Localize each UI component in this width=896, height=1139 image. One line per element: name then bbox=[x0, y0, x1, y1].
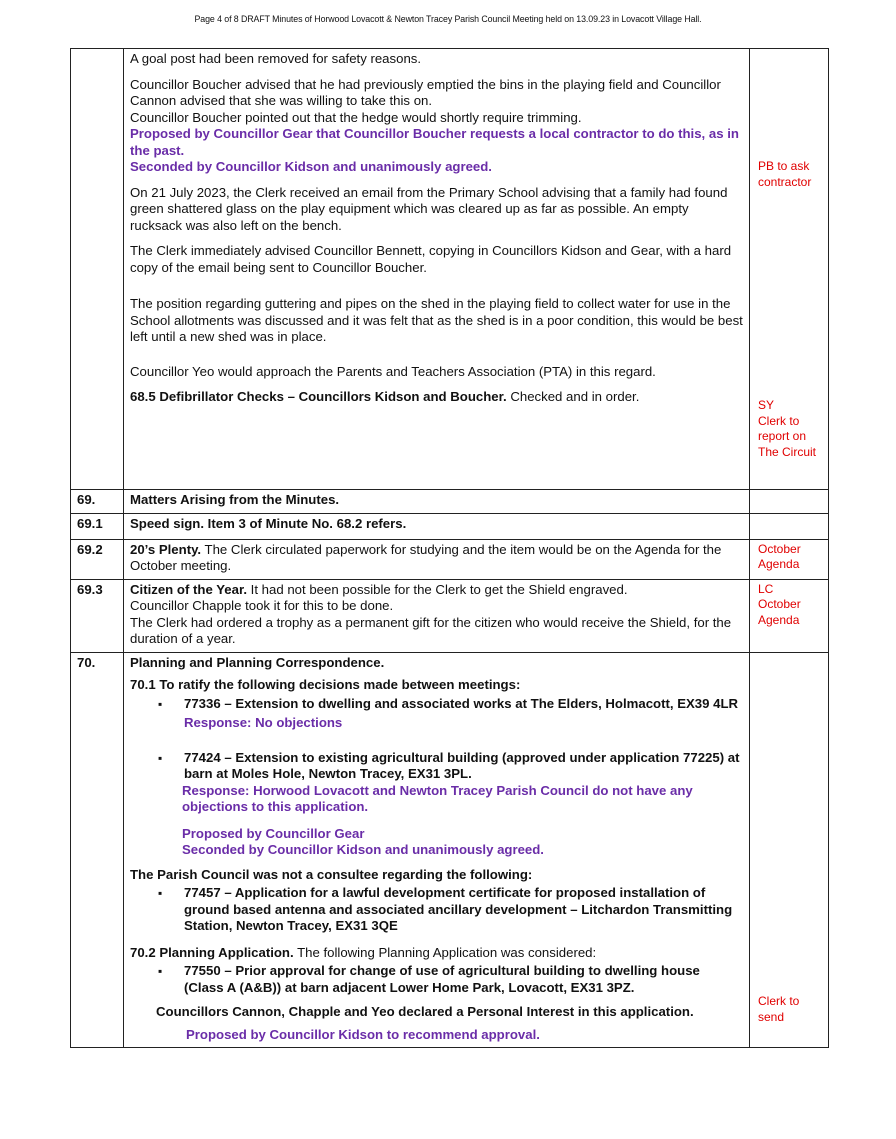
minutes-table bbox=[70, 48, 829, 1048]
table-row bbox=[71, 579, 829, 652]
list-item bbox=[184, 696, 743, 732]
table-row bbox=[71, 49, 829, 490]
paragraph: On 21 July 2023, the Clerk received an email from the Primary School advising that a family had found green shattered glass on the play equipment which was cleared up as far as possible. An empty rucksack was also left on the bench. bbox=[130, 184, 728, 233]
table-row bbox=[71, 490, 829, 514]
paragraph-text: It had not been possible for the Clerk to get the Shield engraved. bbox=[247, 581, 628, 597]
paragraph: The Clerk immediately advised Councillor Bennett, copying in Councillors Kidson and Gear, with a hard copy of the email being sent to Councillor Boucher. bbox=[130, 243, 732, 275]
seconded-text: Seconded by Councillor Kidson and unanimously agreed. bbox=[182, 842, 544, 857]
interest-text: Councillors Cannon, Chapple and Yeo declared a Personal Interest in this application. bbox=[156, 1004, 694, 1019]
minute-body-cell bbox=[124, 49, 750, 490]
paragraph: Councillor Chapple took it for this to be done. bbox=[130, 598, 394, 613]
paragraph bbox=[130, 945, 743, 962]
minute-number: 70. bbox=[71, 652, 124, 1048]
minute-heading: 20’s Plenty. bbox=[130, 541, 202, 557]
subheading: 70.1 To ratify the following decisions made between meetings: bbox=[130, 677, 521, 692]
subheading: 70.2 Planning Application. bbox=[130, 944, 294, 960]
minute-body-cell bbox=[124, 652, 750, 1048]
minute-number: 69.1 bbox=[71, 513, 124, 539]
page-header: Page 4 of 8 DRAFT Minutes of Horwood Lovacott & Newton Tracey Parish Council Meeting held on 13.09.23 in Lovacott Village Hall. bbox=[194, 14, 702, 25]
minute-body-cell bbox=[124, 579, 750, 652]
paragraph: Councillor Boucher pointed out that the hedge would shortly require trimming. bbox=[130, 109, 582, 125]
minute-heading: Speed sign. Item 3 of Minute No. 68.2 refers. bbox=[124, 513, 750, 539]
subheading: The Parish Council was not a consultee regarding the following: bbox=[130, 866, 533, 882]
application-text: ▪ 77550 – Prior approval for change of use of agricultural building to dwelling house (Class A (A&B)) at barn adjacent Lower Home Park, Lovacott, EX31 3PZ. bbox=[184, 963, 700, 995]
action-text: PB to ask contractor bbox=[758, 159, 812, 189]
action-cell bbox=[750, 513, 829, 539]
minute-number-cell bbox=[71, 49, 124, 490]
minute-number: 69.3 bbox=[71, 579, 124, 652]
minute-heading: Matters Arising from the Minutes. bbox=[124, 490, 750, 514]
table-row bbox=[71, 539, 829, 579]
application-text: ▪ 77336 – Extension to dwelling and associated works at The Elders, Holmacott, EX39 4LR bbox=[184, 695, 739, 711]
application-list bbox=[130, 963, 743, 1021]
proposal-text: Proposed by Councillor Gear bbox=[182, 825, 365, 841]
response-text: Response: Horwood Lovacott and Newton Tracey Parish Council do not have any objections to this application. bbox=[182, 782, 693, 814]
minute-heading: Planning and Planning Correspondence. bbox=[130, 654, 385, 670]
action-text: Clerk to report on The Circuit bbox=[758, 413, 817, 459]
action-text: Clerk to send bbox=[750, 652, 829, 1048]
minute-number: 69. bbox=[71, 490, 124, 514]
action-cell bbox=[750, 490, 829, 514]
paragraph bbox=[130, 389, 743, 406]
subheading: 68.5 Defibrillator Checks – Councillors Kidson and Boucher. bbox=[130, 389, 507, 404]
application-list bbox=[130, 885, 743, 935]
action-text: October Agenda bbox=[758, 597, 801, 627]
paragraph: The Clerk had ordered a trophy as a permanent gift for the citizen who would receive the Shield, for the duration of a year. bbox=[130, 614, 732, 646]
paragraph: Councillor Yeo would approach the Parents and Teachers Association (PTA) in this regard. bbox=[130, 363, 656, 379]
paragraph: Councillor Boucher advised that he had previously emptied the bins in the playing field and Councillor Cannon advised that she was willing to take this on. bbox=[130, 76, 721, 108]
response-text: Response: No objections bbox=[184, 715, 343, 730]
minute-body-cell bbox=[124, 539, 750, 579]
list-item: ▪ 77457 – Application for a lawful development certificate for proposed installation of ground based antenna and associated ancillary development – Litchardon Transmitting Station, Newton Tracey, EX31 3QE bbox=[184, 885, 743, 935]
paragraph: A goal post had been removed for safety reasons. bbox=[130, 51, 422, 66]
paragraph-text: The Clerk circulated paperwork for studying and the item would be on the Agenda for the October meeting. bbox=[130, 541, 722, 573]
minute-number: 69.2 bbox=[71, 539, 124, 579]
action-cell bbox=[750, 49, 829, 490]
list-item bbox=[184, 750, 743, 816]
list-item bbox=[156, 963, 743, 1021]
action-cell bbox=[750, 579, 829, 652]
action-text: October Agenda bbox=[750, 539, 829, 579]
seconded-text: Seconded by Councillor Kidson and unanimously agreed. bbox=[130, 159, 492, 174]
action-text: LC bbox=[758, 581, 774, 596]
application-text: ▪ 77424 – Extension to existing agricultural building (approved under application 77225) at barn at Moles Hole, Newton Tracey, EX31 3PL. bbox=[184, 749, 740, 781]
table-row bbox=[71, 652, 829, 1048]
action-text: SY bbox=[758, 398, 775, 412]
proposal-text: Proposed by Councillor Gear that Councillor Boucher requests a local contractor to do this, as in the past. bbox=[130, 126, 739, 158]
minute-heading: Citizen of the Year. bbox=[130, 581, 248, 597]
paragraph-text: The following Planning Application was considered: bbox=[293, 944, 597, 960]
table-row bbox=[71, 513, 829, 539]
paragraph-text: Checked and in order. bbox=[506, 389, 640, 404]
application-list bbox=[130, 696, 743, 816]
proposal-text: Proposed by Councillor Kidson to recommend approval. bbox=[186, 1026, 540, 1042]
paragraph: The position regarding guttering and pipes on the shed in the playing field to collect water for use in the School allotments was discussed and it was felt that as the shed is in a poor condition, this would be best left until a new shed was in place. bbox=[130, 296, 743, 344]
